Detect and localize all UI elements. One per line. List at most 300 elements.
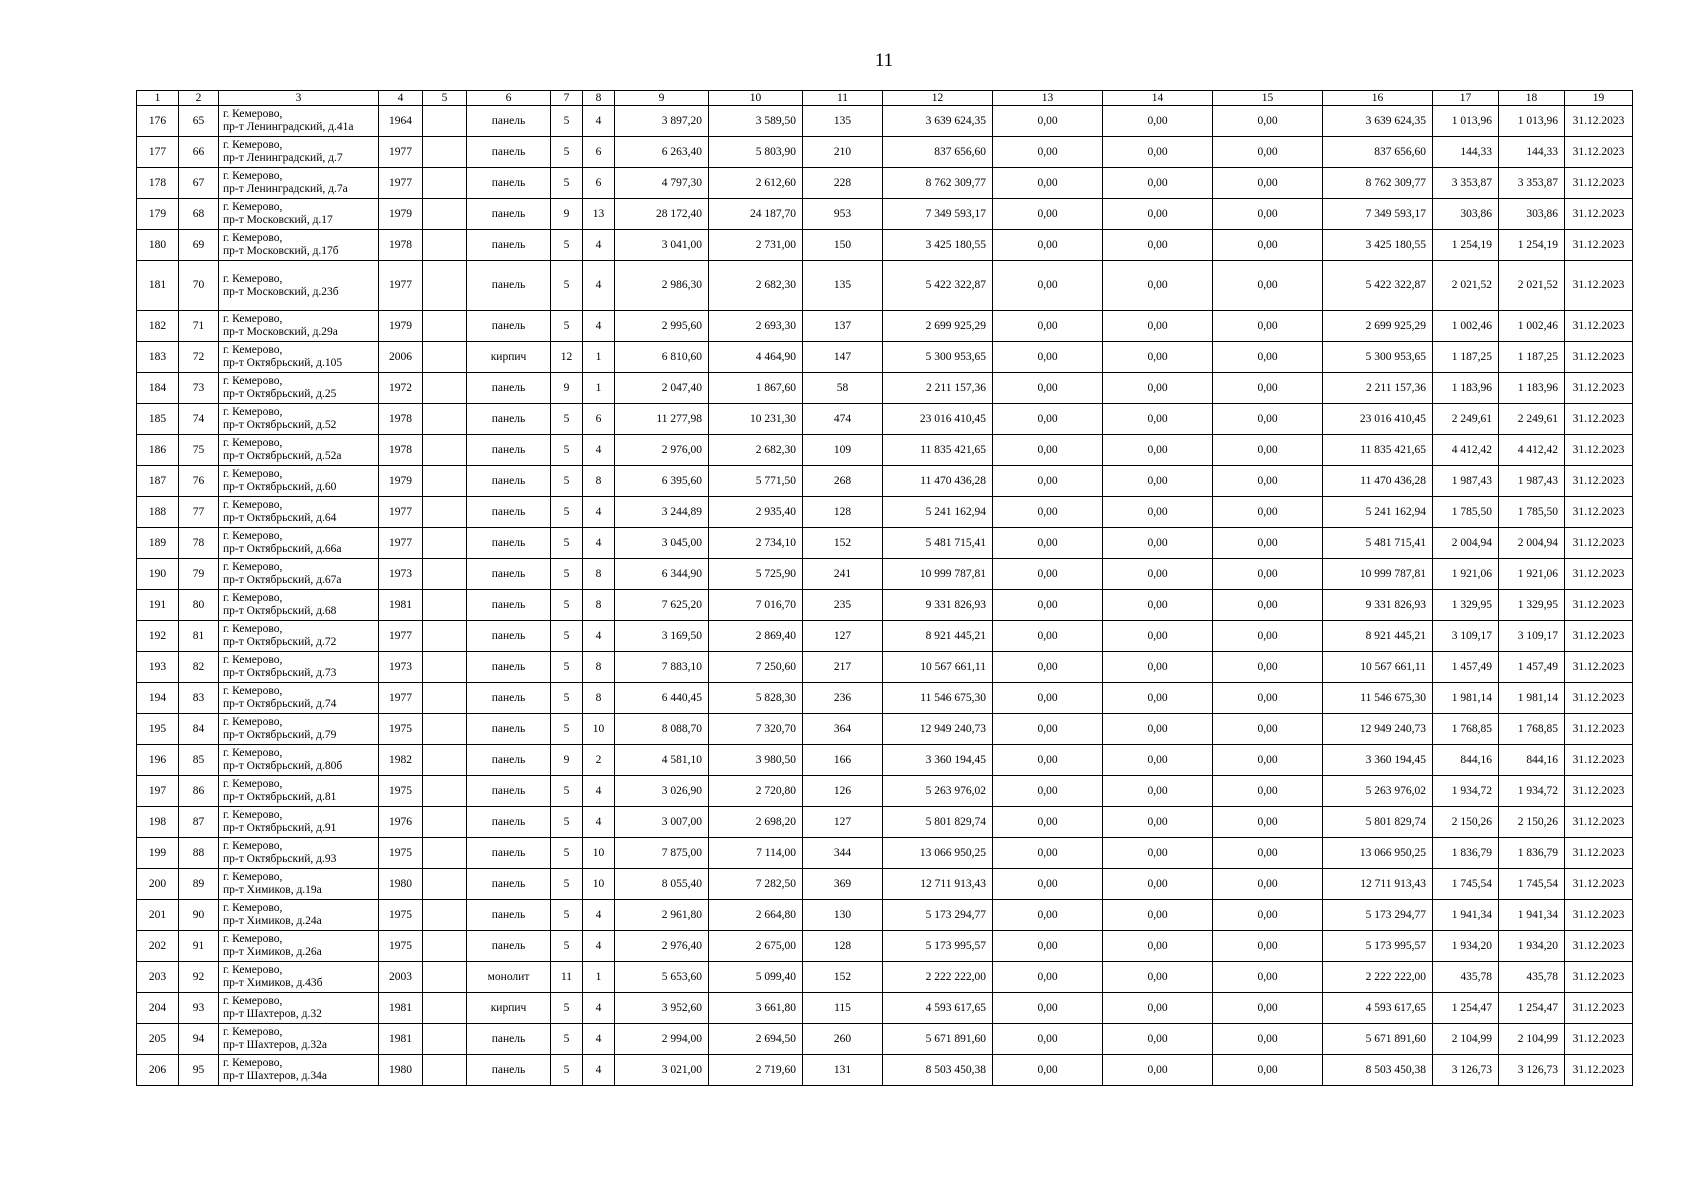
entrances: 4 [583, 528, 615, 559]
table-row [137, 261, 1633, 311]
address-street: пр-т Химиков, д.43б [223, 977, 323, 989]
address-city: г. Кемерово, [223, 1026, 283, 1038]
column-number-11: 11 [803, 91, 883, 106]
living-area: 2 719,60 [709, 1055, 803, 1086]
address-cell [219, 590, 379, 621]
wall-material: панель [467, 1024, 551, 1055]
residents: 344 [803, 838, 883, 869]
local-funds: 0,00 [1213, 559, 1323, 590]
item-number: 87 [179, 807, 219, 838]
wall-material: панель [467, 435, 551, 466]
address-cell [219, 373, 379, 404]
local-funds: 0,00 [1213, 373, 1323, 404]
year-built: 1975 [379, 714, 423, 745]
address-cell [219, 838, 379, 869]
address-cell [219, 311, 379, 342]
column-number-9: 9 [615, 91, 709, 106]
address-street: пр-т Октябрьский, д.60 [223, 481, 337, 493]
completion-date: 31.12.2023 [1565, 311, 1633, 342]
living-area: 7 282,50 [709, 869, 803, 900]
residents: 152 [803, 962, 883, 993]
table-row [137, 838, 1633, 869]
total-cost: 8 503 450,38 [883, 1055, 993, 1086]
year-built: 1977 [379, 137, 423, 168]
table-row [137, 900, 1633, 931]
row-number: 189 [137, 528, 179, 559]
living-area: 24 187,70 [709, 199, 803, 230]
address-cell [219, 559, 379, 590]
address-city: г. Кемерово, [223, 964, 283, 976]
residents: 241 [803, 559, 883, 590]
total-cost: 5 241 162,94 [883, 497, 993, 528]
floors: 5 [551, 528, 583, 559]
table-row [137, 404, 1633, 435]
address-street: пр-т Октябрьский, д.66а [223, 543, 342, 555]
row-number: 178 [137, 168, 179, 199]
row-number: 196 [137, 745, 179, 776]
total-area: 6 263,40 [615, 137, 709, 168]
wall-material: панель [467, 137, 551, 168]
cost-per-sqm: 1 254,47 [1433, 993, 1499, 1024]
row-number: 200 [137, 869, 179, 900]
floors: 5 [551, 931, 583, 962]
total-cost: 5 300 953,65 [883, 342, 993, 373]
local-funds: 0,00 [1213, 528, 1323, 559]
max-cost-per-sqm: 1 013,96 [1499, 106, 1565, 137]
floors: 5 [551, 106, 583, 137]
address-city: г. Кемерово, [223, 933, 283, 945]
max-cost-per-sqm: 1 002,46 [1499, 311, 1565, 342]
federal-funds: 0,00 [993, 776, 1103, 807]
row-number: 201 [137, 900, 179, 931]
row-number: 190 [137, 559, 179, 590]
max-cost-per-sqm: 1 745,54 [1499, 869, 1565, 900]
residents: 126 [803, 776, 883, 807]
table-row [137, 106, 1633, 137]
total-area: 3 244,89 [615, 497, 709, 528]
address-street: пр-т Октябрьский, д.68 [223, 605, 337, 617]
total-cost: 4 593 617,65 [883, 993, 993, 1024]
entrances: 4 [583, 497, 615, 528]
owners-funds: 13 066 950,25 [1323, 838, 1433, 869]
federal-funds: 0,00 [993, 466, 1103, 497]
year-reconstructed [423, 838, 467, 869]
address-city: г. Кемерово, [223, 313, 283, 325]
item-number: 91 [179, 931, 219, 962]
total-area: 3 021,00 [615, 1055, 709, 1086]
wall-material: панель [467, 559, 551, 590]
wall-material: панель [467, 466, 551, 497]
completion-date: 31.12.2023 [1565, 373, 1633, 404]
max-cost-per-sqm: 435,78 [1499, 962, 1565, 993]
cost-per-sqm: 1 013,96 [1433, 106, 1499, 137]
address-street: пр-т Октябрьский, д.67а [223, 574, 342, 586]
row-number: 197 [137, 776, 179, 807]
federal-funds: 0,00 [993, 838, 1103, 869]
total-area: 3 041,00 [615, 230, 709, 261]
item-number: 79 [179, 559, 219, 590]
owners-funds: 3 639 624,35 [1323, 106, 1433, 137]
year-reconstructed [423, 900, 467, 931]
item-number: 75 [179, 435, 219, 466]
year-built: 1980 [379, 869, 423, 900]
completion-date: 31.12.2023 [1565, 261, 1633, 311]
total-area: 3 045,00 [615, 528, 709, 559]
owners-funds: 12 949 240,73 [1323, 714, 1433, 745]
year-reconstructed [423, 497, 467, 528]
item-number: 71 [179, 311, 219, 342]
max-cost-per-sqm: 1 934,72 [1499, 776, 1565, 807]
federal-funds: 0,00 [993, 261, 1103, 311]
row-number: 184 [137, 373, 179, 404]
year-built: 1978 [379, 230, 423, 261]
local-funds: 0,00 [1213, 168, 1323, 199]
federal-funds: 0,00 [993, 683, 1103, 714]
address-city: г. Кемерово, [223, 871, 283, 883]
cost-per-sqm: 1 836,79 [1433, 838, 1499, 869]
entrances: 4 [583, 931, 615, 962]
wall-material: кирпич [467, 993, 551, 1024]
owners-funds: 9 331 826,93 [1323, 590, 1433, 621]
federal-funds: 0,00 [993, 497, 1103, 528]
address-city: г. Кемерово, [223, 437, 283, 449]
address-cell [219, 993, 379, 1024]
max-cost-per-sqm: 1 183,96 [1499, 373, 1565, 404]
address-city: г. Кемерово, [223, 747, 283, 759]
total-cost: 11 470 436,28 [883, 466, 993, 497]
address-street: пр-т Октябрьский, д.74 [223, 698, 337, 710]
federal-funds: 0,00 [993, 199, 1103, 230]
max-cost-per-sqm: 844,16 [1499, 745, 1565, 776]
total-cost: 5 173 995,57 [883, 931, 993, 962]
owners-funds: 2 699 925,29 [1323, 311, 1433, 342]
regional-funds: 0,00 [1103, 528, 1213, 559]
cost-per-sqm: 1 745,54 [1433, 869, 1499, 900]
residents: 210 [803, 137, 883, 168]
federal-funds: 0,00 [993, 652, 1103, 683]
year-reconstructed [423, 652, 467, 683]
address-cell [219, 137, 379, 168]
owners-funds: 11 835 421,65 [1323, 435, 1433, 466]
total-area: 28 172,40 [615, 199, 709, 230]
year-reconstructed [423, 137, 467, 168]
column-number-7: 7 [551, 91, 583, 106]
cost-per-sqm: 1 941,34 [1433, 900, 1499, 931]
item-number: 78 [179, 528, 219, 559]
row-number: 203 [137, 962, 179, 993]
regional-funds: 0,00 [1103, 714, 1213, 745]
living-area: 5 828,30 [709, 683, 803, 714]
owners-funds: 5 671 891,60 [1323, 1024, 1433, 1055]
address-cell [219, 807, 379, 838]
local-funds: 0,00 [1213, 435, 1323, 466]
total-cost: 2 222 222,00 [883, 962, 993, 993]
entrances: 10 [583, 869, 615, 900]
cost-per-sqm: 1 981,14 [1433, 683, 1499, 714]
year-built: 1973 [379, 559, 423, 590]
address-city: г. Кемерово, [223, 272, 283, 285]
year-built: 1979 [379, 199, 423, 230]
completion-date: 31.12.2023 [1565, 745, 1633, 776]
federal-funds: 0,00 [993, 137, 1103, 168]
floors: 9 [551, 199, 583, 230]
address-city: г. Кемерово, [223, 778, 283, 790]
residents: 127 [803, 621, 883, 652]
floors: 5 [551, 776, 583, 807]
regional-funds: 0,00 [1103, 1055, 1213, 1086]
entrances: 8 [583, 683, 615, 714]
address-city: г. Кемерово, [223, 201, 283, 213]
address-city: г. Кемерово, [223, 592, 283, 604]
year-built: 1981 [379, 590, 423, 621]
row-number: 202 [137, 931, 179, 962]
living-area: 2 694,50 [709, 1024, 803, 1055]
year-built: 1977 [379, 497, 423, 528]
cost-per-sqm: 303,86 [1433, 199, 1499, 230]
item-number: 94 [179, 1024, 219, 1055]
year-built: 1980 [379, 1055, 423, 1086]
row-number: 183 [137, 342, 179, 373]
max-cost-per-sqm: 1 941,34 [1499, 900, 1565, 931]
year-built: 2003 [379, 962, 423, 993]
wall-material: панель [467, 199, 551, 230]
owners-funds: 8 921 445,21 [1323, 621, 1433, 652]
address-cell [219, 1055, 379, 1086]
max-cost-per-sqm: 1 836,79 [1499, 838, 1565, 869]
address-city: г. Кемерово, [223, 840, 283, 852]
residents: 369 [803, 869, 883, 900]
address-cell [219, 168, 379, 199]
year-reconstructed [423, 435, 467, 466]
year-built: 1964 [379, 106, 423, 137]
wall-material: панель [467, 900, 551, 931]
wall-material: панель [467, 230, 551, 261]
table-row [137, 311, 1633, 342]
address-street: пр-т Шахтеров, д.32а [223, 1039, 327, 1051]
entrances: 4 [583, 1055, 615, 1086]
total-cost: 3 360 194,45 [883, 745, 993, 776]
address-street: пр-т Московский, д.17б [223, 245, 339, 257]
completion-date: 31.12.2023 [1565, 807, 1633, 838]
address-cell [219, 745, 379, 776]
federal-funds: 0,00 [993, 993, 1103, 1024]
address-street: пр-т Октябрьский, д.105 [223, 357, 343, 369]
year-built: 1975 [379, 838, 423, 869]
address-cell [219, 230, 379, 261]
year-reconstructed [423, 621, 467, 652]
owners-funds: 10 567 661,11 [1323, 652, 1433, 683]
floors: 5 [551, 869, 583, 900]
address-street: пр-т Химиков, д.19а [223, 884, 322, 896]
cost-per-sqm: 435,78 [1433, 962, 1499, 993]
owners-funds: 5 173 294,77 [1323, 900, 1433, 931]
completion-date: 31.12.2023 [1565, 621, 1633, 652]
wall-material: панель [467, 528, 551, 559]
federal-funds: 0,00 [993, 1055, 1103, 1086]
year-built: 1977 [379, 168, 423, 199]
completion-date: 31.12.2023 [1565, 168, 1633, 199]
year-reconstructed [423, 311, 467, 342]
row-number: 195 [137, 714, 179, 745]
address-street: пр-т Октябрьский, д.25 [223, 388, 337, 400]
address-cell [219, 528, 379, 559]
wall-material: кирпич [467, 342, 551, 373]
regional-funds: 0,00 [1103, 776, 1213, 807]
local-funds: 0,00 [1213, 590, 1323, 621]
entrances: 10 [583, 838, 615, 869]
residents: 150 [803, 230, 883, 261]
entrances: 4 [583, 106, 615, 137]
total-cost: 8 762 309,77 [883, 168, 993, 199]
item-number: 72 [179, 342, 219, 373]
total-area: 3 952,60 [615, 993, 709, 1024]
address-cell [219, 1024, 379, 1055]
address-cell [219, 714, 379, 745]
residents: 235 [803, 590, 883, 621]
total-area: 2 994,00 [615, 1024, 709, 1055]
local-funds: 0,00 [1213, 962, 1323, 993]
table-row [137, 199, 1633, 230]
floors: 5 [551, 900, 583, 931]
row-number: 193 [137, 652, 179, 683]
regional-funds: 0,00 [1103, 621, 1213, 652]
row-number: 191 [137, 590, 179, 621]
row-number: 192 [137, 621, 179, 652]
entrances: 4 [583, 900, 615, 931]
cost-per-sqm: 144,33 [1433, 137, 1499, 168]
item-number: 68 [179, 199, 219, 230]
regional-funds: 0,00 [1103, 931, 1213, 962]
regional-funds: 0,00 [1103, 168, 1213, 199]
column-number-8: 8 [583, 91, 615, 106]
entrances: 1 [583, 342, 615, 373]
living-area: 7 114,00 [709, 838, 803, 869]
total-area: 2 047,40 [615, 373, 709, 404]
max-cost-per-sqm: 1 254,47 [1499, 993, 1565, 1024]
regional-funds: 0,00 [1103, 993, 1213, 1024]
max-cost-per-sqm: 2 021,52 [1499, 261, 1565, 311]
year-reconstructed [423, 342, 467, 373]
entrances: 10 [583, 714, 615, 745]
living-area: 3 661,80 [709, 993, 803, 1024]
living-area: 2 682,30 [709, 435, 803, 466]
floors: 5 [551, 993, 583, 1024]
federal-funds: 0,00 [993, 435, 1103, 466]
total-area: 2 976,00 [615, 435, 709, 466]
total-area: 3 007,00 [615, 807, 709, 838]
wall-material: панель [467, 838, 551, 869]
cost-per-sqm: 1 934,72 [1433, 776, 1499, 807]
wall-material: панель [467, 714, 551, 745]
column-number-19: 19 [1565, 91, 1633, 106]
entrances: 13 [583, 199, 615, 230]
address-city: г. Кемерово, [223, 344, 283, 356]
regional-funds: 0,00 [1103, 261, 1213, 311]
address-street: пр-т Ленинградский, д.41а [223, 121, 354, 133]
address-cell [219, 962, 379, 993]
living-area: 5 725,90 [709, 559, 803, 590]
local-funds: 0,00 [1213, 1024, 1323, 1055]
federal-funds: 0,00 [993, 168, 1103, 199]
living-area: 2 682,30 [709, 261, 803, 311]
floors: 5 [551, 590, 583, 621]
address-city: г. Кемерово, [223, 139, 283, 151]
year-built: 2006 [379, 342, 423, 373]
address-street: пр-т Октябрьский, д.93 [223, 853, 337, 865]
floors: 5 [551, 714, 583, 745]
floors: 5 [551, 137, 583, 168]
regional-funds: 0,00 [1103, 683, 1213, 714]
address-cell [219, 404, 379, 435]
wall-material: монолит [467, 962, 551, 993]
local-funds: 0,00 [1213, 621, 1323, 652]
federal-funds: 0,00 [993, 404, 1103, 435]
table-row [137, 931, 1633, 962]
total-cost: 837 656,60 [883, 137, 993, 168]
completion-date: 31.12.2023 [1565, 993, 1633, 1024]
max-cost-per-sqm: 2 249,61 [1499, 404, 1565, 435]
address-city: г. Кемерово, [223, 232, 283, 244]
residents: 131 [803, 1055, 883, 1086]
max-cost-per-sqm: 3 126,73 [1499, 1055, 1565, 1086]
column-number-17: 17 [1433, 91, 1499, 106]
regional-funds: 0,00 [1103, 900, 1213, 931]
local-funds: 0,00 [1213, 106, 1323, 137]
federal-funds: 0,00 [993, 373, 1103, 404]
entrances: 8 [583, 652, 615, 683]
total-area: 5 653,60 [615, 962, 709, 993]
address-street: пр-т Октябрьский, д.64 [223, 512, 337, 524]
year-built: 1977 [379, 683, 423, 714]
total-cost: 5 671 891,60 [883, 1024, 993, 1055]
year-reconstructed [423, 931, 467, 962]
residents: 953 [803, 199, 883, 230]
local-funds: 0,00 [1213, 683, 1323, 714]
row-number: 186 [137, 435, 179, 466]
regional-funds: 0,00 [1103, 137, 1213, 168]
item-number: 93 [179, 993, 219, 1024]
table-row [137, 528, 1633, 559]
column-number-18: 18 [1499, 91, 1565, 106]
total-cost: 5 801 829,74 [883, 807, 993, 838]
regional-funds: 0,00 [1103, 404, 1213, 435]
residents: 364 [803, 714, 883, 745]
floors: 5 [551, 497, 583, 528]
floors: 9 [551, 745, 583, 776]
living-area: 2 664,80 [709, 900, 803, 931]
year-reconstructed [423, 993, 467, 1024]
address-street: пр-т Московский, д.29а [223, 326, 338, 338]
year-built: 1975 [379, 776, 423, 807]
year-reconstructed [423, 776, 467, 807]
residents: 135 [803, 261, 883, 311]
completion-date: 31.12.2023 [1565, 559, 1633, 590]
floors: 11 [551, 962, 583, 993]
living-area: 2 935,40 [709, 497, 803, 528]
floors: 12 [551, 342, 583, 373]
completion-date: 31.12.2023 [1565, 1024, 1633, 1055]
total-area: 8 055,40 [615, 869, 709, 900]
address-city: г. Кемерово, [223, 561, 283, 573]
local-funds: 0,00 [1213, 137, 1323, 168]
wall-material: панель [467, 869, 551, 900]
address-city: г. Кемерово, [223, 902, 283, 914]
regional-funds: 0,00 [1103, 590, 1213, 621]
address-city: г. Кемерово, [223, 530, 283, 542]
year-reconstructed [423, 230, 467, 261]
housing-registry-table [136, 90, 1633, 1086]
residents: 109 [803, 435, 883, 466]
